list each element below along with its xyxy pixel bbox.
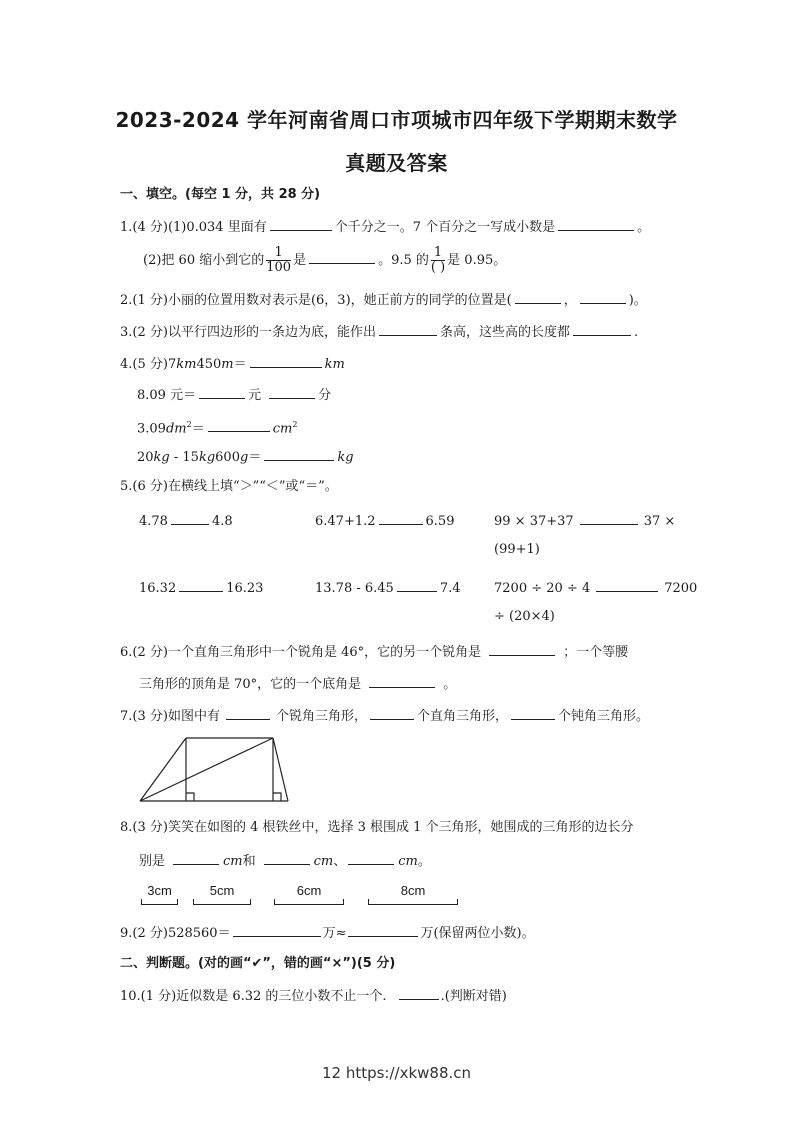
wire-bar — [193, 899, 251, 905]
q1b-text: (2)把 60 缩小到它的 — [143, 253, 265, 268]
q7-text-obtuse: 个钝角三角形。 — [557, 709, 649, 724]
q5-right: 16.23 — [226, 581, 264, 596]
wire-6cm — [274, 883, 344, 905]
answer-blank — [379, 321, 437, 336]
q6a-end: ；一个等腰 — [563, 645, 629, 660]
q5-left: 99 × 37+37 — [494, 514, 574, 529]
section-heading-fill-in: 一、填空。(每空 1 分，共 28 分) — [120, 187, 321, 202]
answer-blank — [269, 384, 315, 399]
answer-blank — [264, 446, 334, 461]
q5-left: 7200 ÷ 20 ÷ 4 — [494, 581, 591, 596]
answer-blank — [379, 510, 423, 525]
q8b-and: 和 — [242, 854, 256, 869]
unit-dm: dm — [165, 421, 187, 437]
q2-comma: ， — [563, 293, 577, 308]
answer-blank — [370, 705, 414, 720]
question-8a: 8.(3 分)笑笑在如图的 4 根铁丝中，选择 3 根围成 1 个三角形，她围成的三角形的边长分 — [120, 820, 634, 835]
page-footer: 12 https://xkw88.cn — [321, 1064, 472, 1082]
equals-sign: ＝ — [248, 450, 262, 465]
q1a-end: 。 — [637, 220, 651, 235]
q5-right: 7200 — [664, 581, 698, 596]
answer-blank — [596, 577, 658, 592]
question-8b — [139, 850, 431, 872]
unit-m: m — [221, 357, 234, 372]
question-3 — [120, 321, 638, 343]
question-4c — [137, 415, 297, 439]
unit-kg: kg — [153, 450, 170, 465]
wire-bar — [274, 899, 344, 905]
answer-blank — [580, 289, 626, 304]
q7-text: 7.(3 分)如图中有 — [120, 709, 220, 724]
q10-end: .(判断对错) — [440, 989, 507, 1004]
unit-g: g — [239, 450, 249, 465]
equals-sign: ＝ — [191, 421, 205, 437]
superscript-2: 2 — [186, 420, 192, 429]
q4d-number: 600 — [215, 450, 240, 465]
answer-blank — [270, 216, 332, 231]
q5-right: 4.8 — [211, 514, 233, 529]
q1a-text-mid: 个千分之一。7 个百分之一写成小数是 — [334, 220, 556, 235]
fraction-denominator: 100 — [266, 260, 292, 275]
answer-blank — [226, 705, 270, 720]
question-6b — [139, 673, 456, 695]
q9-text-mid: 万≈ — [322, 926, 347, 941]
q8b-separator: 、 — [333, 854, 347, 869]
q5-item-4 — [139, 577, 263, 599]
answer-blank — [250, 353, 322, 368]
question-9 — [120, 922, 535, 944]
q5-right: 6.59 — [425, 514, 455, 529]
wire-label: 3cm — [147, 883, 172, 898]
answer-blank — [511, 705, 555, 720]
answer-blank — [489, 641, 555, 656]
unit-kg: kg — [198, 450, 216, 465]
fraction-denominator: ( ) — [430, 260, 446, 275]
page-title-line1: 2023-2024 学年河南省周口市项城市四年级下学期期末数学 — [115, 108, 678, 132]
q1b-text-mid2: 。9.5 的 — [378, 253, 429, 268]
answer-blank — [173, 850, 219, 865]
answer-blank — [558, 216, 634, 231]
q5-item-3-wrap: (99+1) — [494, 542, 540, 557]
unit-yuan: 元 — [248, 388, 262, 403]
question-1a — [120, 216, 650, 238]
trapezoid-triangles-figure — [135, 733, 295, 805]
q6a-text: 6.(2 分)一个直角三角形中一个锐角是 46°，它的另一个锐角是 — [120, 645, 482, 660]
equals-sign: ＝ — [233, 357, 247, 372]
unit-km: km — [176, 357, 197, 372]
q5-item-2 — [315, 510, 454, 532]
q4-number: 450 — [196, 357, 222, 372]
section-heading-true-false: 二、判断题。(对的画“✔”，错的画“×”)(5 分) — [120, 956, 396, 971]
answer-blank — [199, 384, 245, 399]
q3-text: 3.(2 分)以平行四边形的一条边为底，能作出 — [120, 325, 376, 340]
fraction-numerator: 1 — [266, 246, 291, 261]
q9-text: 9.(2 分)528560＝ — [120, 926, 231, 941]
q7-text-right: 个直角三角形， — [416, 709, 508, 724]
answer-blank — [369, 673, 435, 688]
q4d-text: - 15 — [169, 450, 199, 465]
q3-text-mid: 条高，这些高的长度都 — [439, 325, 570, 340]
wire-5cm — [193, 883, 251, 905]
q5-item-6 — [494, 577, 697, 599]
answer-blank — [573, 321, 631, 336]
question-4d — [137, 446, 354, 468]
q5-left: 6.47+1.2 — [315, 514, 376, 529]
q3-end: . — [633, 325, 639, 340]
wire-8cm — [368, 883, 458, 905]
unit-kg: kg — [337, 450, 354, 465]
q5-left: 4.78 — [139, 514, 168, 529]
q6b-text: 三角形的顶角是 70°，它的一个底角是 — [139, 677, 362, 692]
unit-cm: cm — [313, 854, 334, 869]
q5-left: 13.78 - 6.45 — [315, 581, 394, 596]
q5-left: 16.32 — [139, 581, 177, 596]
wire-3cm — [141, 883, 178, 905]
q7-text-acute: 个锐角三角形， — [275, 709, 367, 724]
wire-label: 6cm — [296, 883, 322, 898]
q8b-end: 。 — [417, 854, 431, 869]
answer-blank — [309, 249, 375, 264]
wire-bar — [368, 899, 458, 905]
answer-blank — [515, 289, 561, 304]
superscript-2: 2 — [292, 420, 298, 429]
q5-item-3 — [494, 510, 675, 532]
question-7 — [120, 705, 649, 727]
question-4b — [137, 384, 331, 406]
answer-blank — [580, 510, 638, 525]
question-10 — [120, 985, 507, 1007]
unit-km: km — [324, 357, 345, 372]
unit-cm: cm — [223, 854, 243, 869]
answer-blank — [264, 850, 310, 865]
q5-item-6-wrap: ÷ (20×4) — [494, 609, 555, 624]
q4-text: 4.(5 分)7 — [120, 357, 177, 372]
q4b-text: 8.09 元＝ — [137, 388, 197, 403]
page-title-line2: 真题及答案 — [345, 151, 448, 175]
q2-end: )。 — [628, 293, 647, 308]
answer-blank — [399, 985, 439, 1000]
q2-text: 2.(1 分)小丽的位置用数对表示是(6，3)，她正前方的同学的位置是( — [120, 293, 512, 308]
fraction-1-blank — [431, 246, 445, 275]
answer-blank — [208, 417, 270, 432]
wire-bar — [141, 899, 178, 905]
answer-blank — [348, 850, 394, 865]
q9-end: 万(保留两位小数)。 — [420, 926, 535, 941]
q1b-end: 是 0.95。 — [447, 253, 507, 268]
question-1b — [143, 244, 506, 278]
unit-cm: cm — [398, 854, 418, 869]
answer-blank — [348, 922, 418, 937]
unit-cm: cm — [272, 421, 293, 437]
fraction-numerator: 1 — [431, 246, 445, 261]
q6b-end: 。 — [443, 677, 457, 692]
question-2 — [120, 289, 647, 311]
answer-blank — [179, 577, 223, 592]
question-5: 5.(6 分)在横线上填“＞”“＜”或“＝”。 — [120, 479, 338, 494]
q5-right: 7.4 — [439, 581, 461, 596]
q5-right: 37 × — [643, 514, 676, 529]
question-6a — [120, 641, 628, 663]
question-4a — [120, 353, 345, 375]
answer-blank — [233, 922, 321, 937]
q8b-text: 别是 — [139, 854, 166, 869]
q10-text: 10.(1 分)近似数是 6.32 的三位小数不止一个. — [120, 989, 387, 1004]
q1b-text-mid: 是 — [293, 253, 307, 268]
answer-blank — [397, 577, 437, 592]
wire-label: 5cm — [209, 883, 235, 898]
wire-label: 8cm — [400, 883, 426, 898]
q5-item-5 — [315, 577, 461, 599]
q1a-text: 1.(4 分)(1)0.034 里面有 — [120, 220, 267, 235]
q4d-number: 20 — [137, 450, 154, 465]
unit-fen: 分 — [318, 388, 332, 403]
fraction-1-100 — [266, 246, 291, 275]
q5-item-1 — [139, 510, 233, 532]
answer-blank — [171, 510, 209, 525]
q4c-number: 3.09 — [137, 421, 166, 437]
